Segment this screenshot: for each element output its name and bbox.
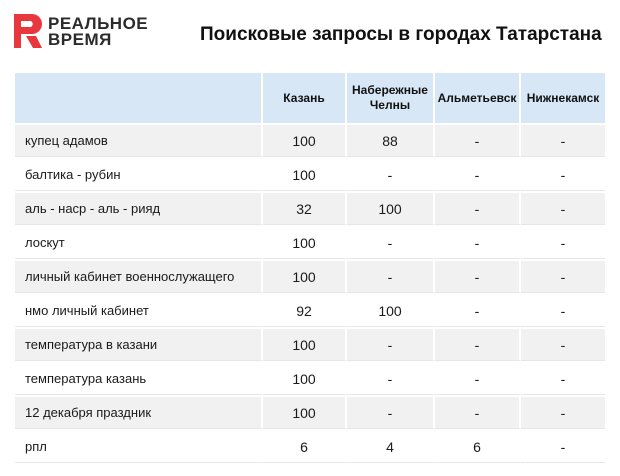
row-label: лоскут [15, 225, 263, 259]
table-cell: - [435, 157, 521, 191]
table-row [15, 259, 605, 293]
column-header: Казань [263, 73, 347, 123]
table-cell: - [435, 395, 521, 429]
table-cell: - [521, 191, 605, 225]
table-cell: - [435, 225, 521, 259]
table-cell: - [347, 225, 435, 259]
row-label: нмо личный кабинет [15, 293, 263, 327]
table-cell: - [435, 361, 521, 395]
table-cell: - [347, 395, 435, 429]
table-cell: 100 [347, 293, 435, 327]
table-row [15, 395, 605, 429]
table-cell: - [347, 327, 435, 361]
row-label: 12 декабря праздник [15, 395, 263, 429]
column-header-label [15, 73, 263, 123]
table-cell: - [347, 361, 435, 395]
table-row [15, 327, 605, 361]
table-cell: 100 [347, 191, 435, 225]
table-cell: - [435, 259, 521, 293]
column-header: Нижнекамск [521, 73, 605, 123]
table-cell: - [521, 395, 605, 429]
table-cell: 92 [263, 293, 347, 327]
table-cell: - [521, 259, 605, 293]
row-label: рпл [15, 429, 263, 463]
data-table [15, 73, 605, 463]
table-cell: - [521, 157, 605, 191]
table-cell: 100 [263, 361, 347, 395]
row-label: балтика - рубин [15, 157, 263, 191]
logo-line-1: РЕАЛЬНОЕ [48, 14, 149, 33]
table-cell: 88 [347, 123, 435, 157]
table-cell: - [347, 259, 435, 293]
table-cell: - [521, 123, 605, 157]
logo-line-2: ВРЕМЯ [48, 30, 112, 49]
row-label: температура казань [15, 361, 263, 395]
logo-mark-icon [14, 14, 44, 48]
table-cell: - [521, 429, 605, 463]
table-cell: - [521, 225, 605, 259]
column-header: Альметьевск [435, 73, 521, 123]
table-header-row [15, 73, 605, 123]
logo[interactable] [14, 14, 164, 54]
table-cell: - [435, 191, 521, 225]
column-header: Набережные Челны [347, 73, 435, 123]
table-cell: - [435, 123, 521, 157]
table-body [15, 123, 605, 463]
row-label: личный кабинет военнослужащего [15, 259, 263, 293]
table-cell: 100 [263, 123, 347, 157]
table-row [15, 157, 605, 191]
row-label: купец адамов [15, 123, 263, 157]
row-label: аль - наср - аль - рияд [15, 191, 263, 225]
table-cell: - [347, 157, 435, 191]
table-cell: 4 [347, 429, 435, 463]
table-cell: 100 [263, 395, 347, 429]
table-cell: - [435, 293, 521, 327]
header [0, 0, 620, 62]
logo-text [48, 16, 148, 48]
table-cell: 100 [263, 225, 347, 259]
row-label: температура в казани [15, 327, 263, 361]
table-row [15, 429, 605, 463]
table-cell: - [521, 327, 605, 361]
table-cell: 32 [263, 191, 347, 225]
table-row [15, 361, 605, 395]
table-row [15, 191, 605, 225]
table-cell: 100 [263, 327, 347, 361]
table-cell: - [435, 327, 521, 361]
table-cell: 100 [263, 259, 347, 293]
table-cell: 6 [263, 429, 347, 463]
table-cell: 6 [435, 429, 521, 463]
table-cell: - [521, 293, 605, 327]
page-title: Поисковые запросы в городах Татарстана [200, 24, 602, 45]
table-row [15, 293, 605, 327]
table-cell: - [521, 361, 605, 395]
table-cell: 100 [263, 157, 347, 191]
table-row [15, 225, 605, 259]
table-row [15, 123, 605, 157]
